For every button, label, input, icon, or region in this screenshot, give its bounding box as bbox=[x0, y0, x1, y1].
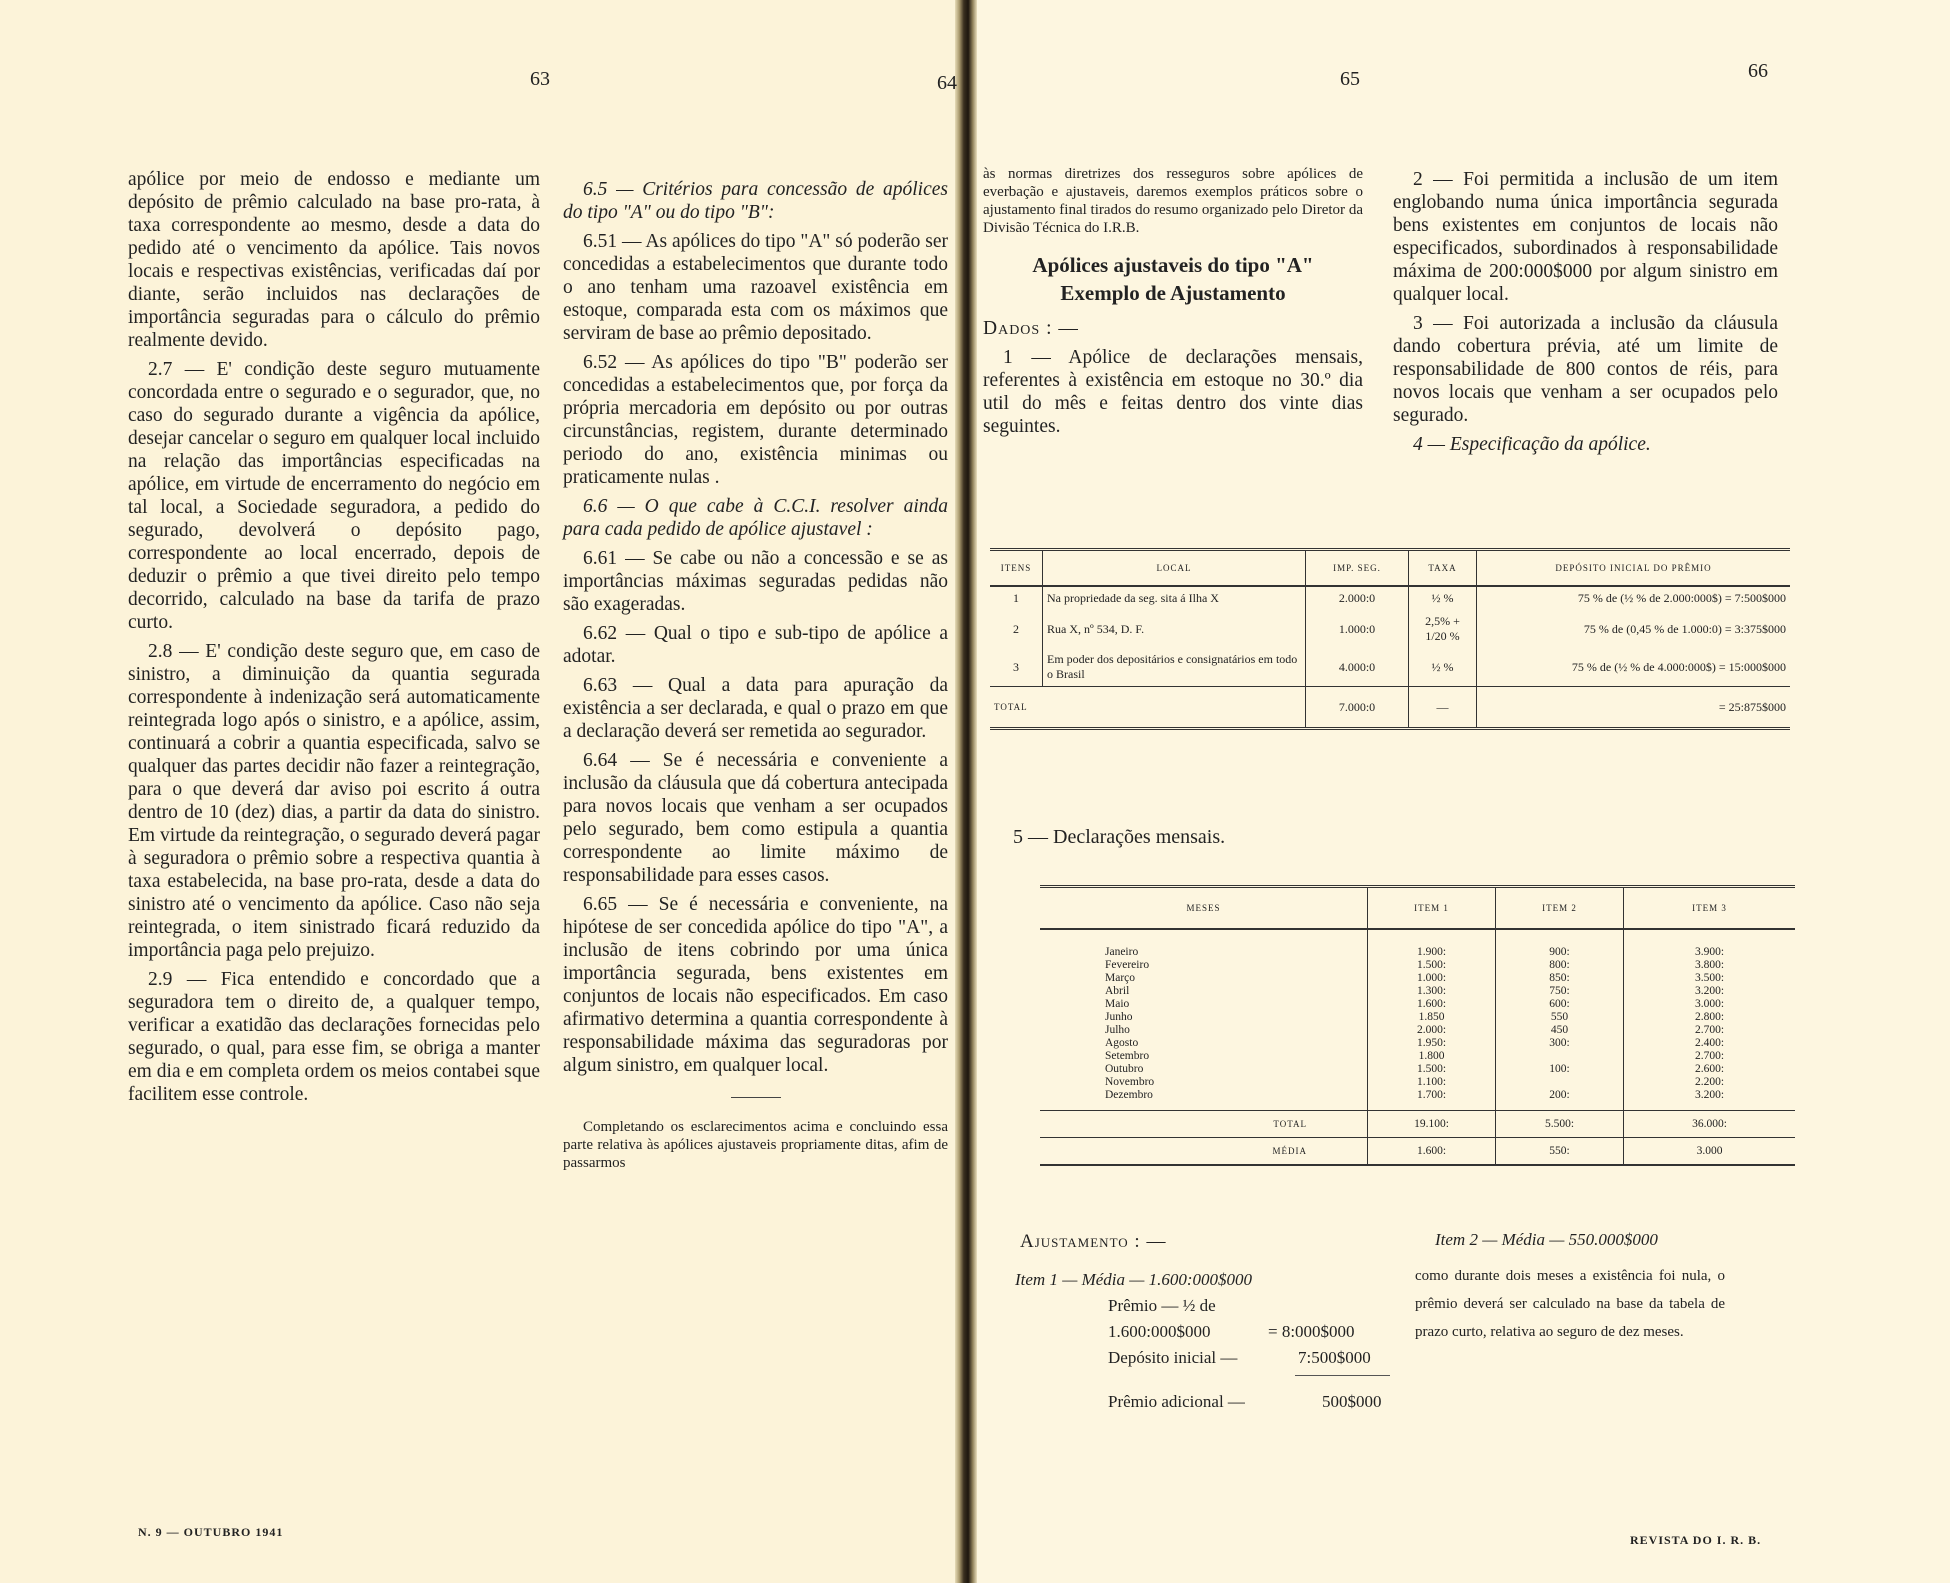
header-itens: ITENS bbox=[990, 550, 1043, 587]
total-deposito: = 25:875$000 bbox=[1477, 687, 1791, 729]
cell: ½ % bbox=[1409, 586, 1477, 610]
paragraph-6-6: 6.6 — O que cabe à C.C.I. resolver ainda para cada pedido de apólice ajustavel : bbox=[563, 496, 948, 540]
adicional-value: 500$000 bbox=[1322, 1392, 1382, 1411]
paragraph: apólice por meio de endosso e mediante um depósito de prêmio calculado na base pro-rata, à taxa correspondente ao mesmo, desde a data do pedido até o vencimento da apólice. Tais novos locais e respectivas existências, verificadas daí por diante, serão incluidos nas declarações de importância seguradas para o cálculo do prêmio realmente devido. bbox=[128, 169, 540, 351]
closing-paragraph: Completando os esclarecimentos acima e concluindo essa parte relativa às apólices ajustaveis propriamente ditas, afim de passarmos bbox=[563, 1119, 948, 1171]
paragraph-6-51: 6.51 — As apólices do tipo "A" só poderão ser concedidas a estabelecimentos que durante todo o ano tenham uma razoavel existência em estoque, comparada esta com os máximos que serviram de base ao prêmio depositado. bbox=[563, 231, 948, 344]
table-row bbox=[990, 586, 1790, 610]
page-number-64: 64 bbox=[937, 72, 957, 94]
item2-text: como durante dois meses a existência foi nula, o prêmio deverá ser calculado na base da tabela de prazo curto, relativa ao seguro de dez meses. bbox=[1415, 1268, 1725, 1340]
header-local: LOCAL bbox=[1043, 550, 1306, 587]
paragraph-6-64: 6.64 — Se é necessária e conveniente a inclusão da cláusula que dá cobertura antecipada para novos locais que venham a ser ocupados pelo segurado, bem como estipula a quantia correspondente ao limite máximo de responsabilidade para esses casos. bbox=[563, 750, 948, 886]
deposito-value: 7:500$000 bbox=[1298, 1348, 1371, 1367]
cell: 1.000:0 bbox=[1306, 610, 1409, 648]
paragraph-6-65: 6.65 — Se é necessária e conveniente, na hipótese de ser concedida apólice do tipo "A", a inclusão de itens cobrindo por uma única importância segurada, bens existentes em conjuntos de locais não especificados. Em caso afirmativo determina a quantia correspondente à responsabilidade máxima das seguradoras por algum sinistro, em qualquer local. bbox=[563, 894, 948, 1076]
column-page-65 bbox=[983, 165, 1363, 444]
table-media-row bbox=[1040, 1138, 1795, 1166]
cell: Na propriedade da seg. sita á Ilha X bbox=[1043, 586, 1306, 610]
paragraph-6-63: 6.63 — Qual a data para apuração da existência a ser declarada, e qual o prazo em que a declaração deverá ser remetida ao segurador. bbox=[563, 675, 948, 742]
table-total-row bbox=[990, 687, 1790, 729]
total-label: TOTAL bbox=[990, 687, 1306, 729]
section-title-line2: Exemplo de Ajustamento bbox=[1060, 281, 1286, 305]
paragraph-6-52: 6.52 — As apólices do tipo "B" poderão ser concedidas a estabelecimentos que, por força da própria mercadoria em depósito ou por outras circunstâncias, registem, durante determinado periodo do ano, existência minimas ou praticamente nulas . bbox=[563, 352, 948, 488]
dados-heading: Dados : — bbox=[983, 318, 1079, 339]
paragraph-6-5: 6.5 — Critérios para concessão de apólices do tipo "A" ou do tipo "B": bbox=[563, 179, 948, 223]
header-meses: MESES bbox=[1040, 887, 1368, 930]
header-item-3: ITEM 3 bbox=[1624, 887, 1796, 930]
intro-paragraph: às normas diretrizes dos resseguros sobre apólices de everbação e ajustaveis, daremos exemplos práticos sobre o ajustamento final tirados do resumo organizado pelo Diretor da Divisão Técnica do I.R.B. bbox=[983, 166, 1363, 236]
cell: 4.000:0 bbox=[1306, 648, 1409, 687]
cell: 2,5% + 1/20 % bbox=[1409, 610, 1477, 648]
table-row bbox=[1040, 929, 1795, 1111]
section-title-line1: Apólices ajustaveis do tipo "A" bbox=[1032, 253, 1314, 277]
deposito-label: Depósito inicial — bbox=[1108, 1348, 1238, 1367]
paragraph-2: 2 — Foi permitida a inclusão de um item englobando numa única importância segurada bens existentes em conjuntos de locais não especificados, subordinados à responsabilidade máxima de 200:000$000 por algum sinistro em qualquer local. bbox=[1393, 169, 1778, 305]
monthly-declarations-table bbox=[1040, 885, 1795, 1166]
section-title bbox=[983, 251, 1363, 307]
item2-media: Item 2 — Média — 550.000$000 bbox=[1435, 1230, 1658, 1249]
cell: ½ % bbox=[1409, 648, 1477, 687]
paragraph-4: 4 — Especificação da apólice. bbox=[1413, 434, 1651, 455]
premio-label: Prêmio — ½ de bbox=[1108, 1296, 1216, 1315]
column-page-64 bbox=[563, 178, 948, 1178]
sum-rule bbox=[1295, 1375, 1390, 1376]
media-item-1: 1.600: bbox=[1368, 1138, 1496, 1166]
table-header-row bbox=[1040, 887, 1795, 930]
total-taxa: — bbox=[1409, 687, 1477, 729]
cell: 75 % de (½ % de 2.000:000$) = 7:500$000 bbox=[1477, 586, 1791, 610]
table-header-row bbox=[990, 550, 1790, 587]
cell: 75 % de (0,45 % de 1.000:0) = 3:375$000 bbox=[1477, 610, 1791, 648]
footer-left: N. 9 — OUTUBRO 1941 bbox=[138, 1525, 284, 1539]
declaracoes-heading: 5 — Declarações mensais. bbox=[1013, 826, 1226, 848]
total-item-3: 36.000: bbox=[1624, 1111, 1796, 1138]
cell: 3 bbox=[1013, 659, 1019, 674]
separator-rule bbox=[731, 1097, 781, 1098]
ajustamento-heading: Ajustamento : — bbox=[1020, 1231, 1167, 1252]
paragraph-2-7: 2.7 — E' condição deste seguro mutuamente concordada entre o segurado e o segurador, que, no caso do segurado durante a vigência da apólice, desejar cancelar o seguro em qualquer local incluido na relação das importâncias especificadas na apólice, em virtude de encerramento do negócio em tal local, a Sociedade seguradora, a pedido do segurado, devolverá o depósito pago, correspondente ao local encerrado, depois de deduzir o prêmio a que tivei direito pelo tempo decorrido, calculado na base da tarifa de prazo curto. bbox=[128, 359, 540, 633]
paragraph-2-8: 2.8 — E' condição deste seguro que, em caso de sinistro, a diminuição da quantia segurada correspondente à indenização será automaticamente reintegrada logo após o sinistro, e a apólice, assim, continuará a cobrir a quantia especificada, salvo se qualquer das partes decidir não fazer a reintegração, para o que deverá dar aviso poi escrito á outra dentro de 10 (dez) dias, a partir da data do sinistro. Em virtude da reintegração, o segurado deverá pagar à seguradora o prêmio sobre a respectiva quantia à taxa estabelecida, na base pro-rata, desde a data do sinistro até o vencimento da apólice. Caso não seja reintegrada, o item sinistrado ficará reduzido da importância paga pelo prejuizo. bbox=[128, 641, 540, 961]
footer-right: REVISTA DO I. R. B. bbox=[1630, 1533, 1762, 1547]
header-taxa: TAXA bbox=[1409, 550, 1477, 587]
page-number-63: 63 bbox=[530, 68, 550, 90]
cell: Rua X, nº 534, D. F. bbox=[1043, 610, 1306, 648]
total-imp: 7.000:0 bbox=[1306, 687, 1409, 729]
total-label: TOTAL bbox=[1040, 1111, 1368, 1138]
premio-base: 1.600:000$000 bbox=[1108, 1322, 1211, 1341]
table-total-row bbox=[1040, 1111, 1795, 1138]
months-cell: Janeiro Fevereiro Março Abril Maio Junho Julho Agosto Setembro Outubro Novembro Dezembro bbox=[1105, 946, 1155, 1101]
column-page-66 bbox=[1393, 168, 1778, 462]
cell: 75 % de (½ % de 4.000:000$) = 15:000$000 bbox=[1477, 648, 1791, 687]
table-row bbox=[990, 610, 1790, 648]
item3-values: 3.900: 3.800: 3.500: 3.200: 3.000: 2.800: 2.700: 2.400: 2.700: 2.600: 2.200: 3.200: bbox=[1624, 929, 1796, 1111]
page-number-65: 65 bbox=[1340, 68, 1360, 90]
paragraph-6-62: 6.62 — Qual o tipo e sub-tipo de apólice a adotar. bbox=[563, 623, 948, 667]
header-imp-seg: IMP. SEG. bbox=[1306, 550, 1409, 587]
cell: 1 bbox=[1013, 591, 1019, 605]
header-item-2: ITEM 2 bbox=[1496, 887, 1624, 930]
cell: 2.000:0 bbox=[1306, 586, 1409, 610]
page-number-66: 66 bbox=[1748, 60, 1768, 82]
item2-values: 900: 800: 850: 750: 600: 550 450 300: 100: 200: bbox=[1496, 929, 1624, 1111]
item1-values: 1.900: 1.500: 1.000: 1.300: 1.600: 1.850 2.000: 1.950: 1.800 1.500: 1.100: 1.700: bbox=[1368, 929, 1496, 1111]
policy-specification-table bbox=[990, 548, 1790, 730]
total-item-2: 5.500: bbox=[1496, 1111, 1624, 1138]
header-deposito: DEPÓSITO INICIAL DO PRÊMIO bbox=[1477, 550, 1791, 587]
item1-media: Item 1 — Média — 1.600:000$000 bbox=[1015, 1270, 1253, 1289]
paragraph-1: 1 — Apólice de declarações mensais, referentes à existência em estoque no 30.º dia util do mês e feitas dentro dos vinte dias seguintes. bbox=[983, 347, 1363, 437]
paragraph-2-9: 2.9 — Fica entendido e concordado que a seguradora tem o direito de, a qualquer tempo, verificar a exatidão das declarações fornecidas pelo segurado, o qual, para esse fim, se obriga a manter em dia e em completa ordem os meios contabei sque facilitem esse controle. bbox=[128, 969, 540, 1105]
cell: 2 bbox=[1013, 621, 1019, 636]
table-row bbox=[990, 648, 1790, 687]
cell: Em poder dos depositários e consignatários em todo o Brasil bbox=[1043, 648, 1306, 687]
media-label: MÉDIA bbox=[1040, 1138, 1368, 1166]
media-item-2: 550: bbox=[1496, 1138, 1624, 1166]
total-item-1: 19.100: bbox=[1368, 1111, 1496, 1138]
premio-value: = 8:000$000 bbox=[1268, 1322, 1355, 1341]
column-page-63 bbox=[128, 168, 540, 1112]
adicional-label: Prêmio adicional — bbox=[1108, 1392, 1245, 1411]
paragraph-6-61: 6.61 — Se cabe ou não a concessão e se as importâncias máximas seguradas pedidas não são exageradas. bbox=[563, 548, 948, 615]
paragraph-3: 3 — Foi autorizada a inclusão da cláusula dando cobertura prévia, até um limite de responsabilidade de 800 contos de réis, para novos locais que venham a ser ocupados pelo segurado. bbox=[1393, 313, 1778, 426]
media-item-3: 3.000 bbox=[1624, 1138, 1796, 1166]
book-gutter bbox=[955, 0, 977, 1583]
header-item-1: ITEM 1 bbox=[1368, 887, 1496, 930]
